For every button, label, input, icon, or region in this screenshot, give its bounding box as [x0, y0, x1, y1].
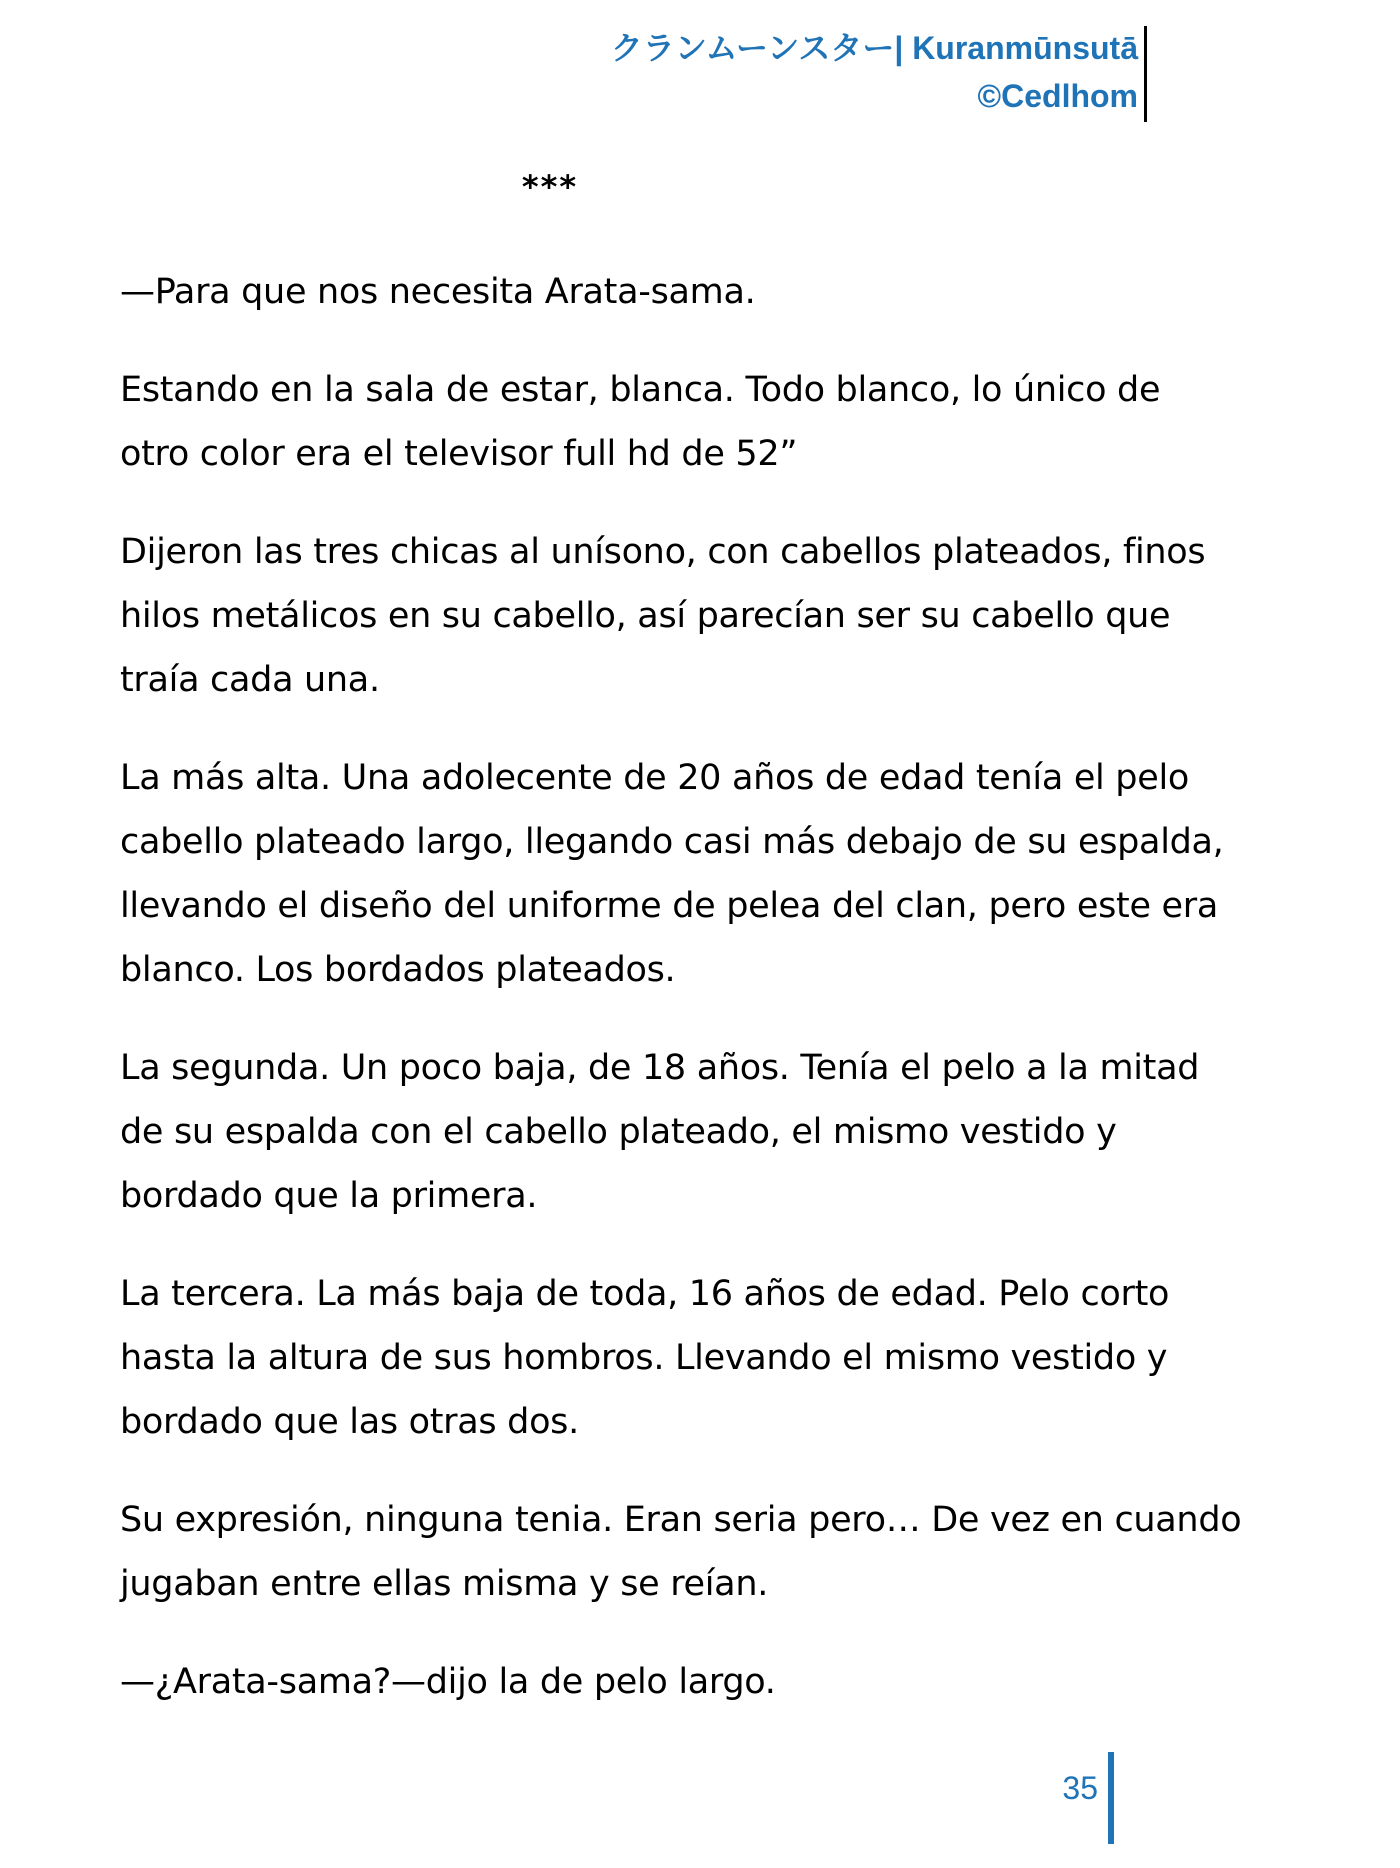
- paragraph-line: bordado que la primera.: [120, 1176, 538, 1216]
- paragraph-line: Su expresión, ninguna tenia. Eran seria pero… De vez en cuando: [120, 1500, 1242, 1540]
- paragraph-line: Estando en la sala de estar, blanca. Todo blanco, lo único de: [120, 370, 1161, 410]
- scene-separator-text: ***: [521, 168, 579, 206]
- paragraph-line: cabello plateado largo, llegando casi más debajo de su espalda,: [120, 822, 1224, 862]
- paragraph-line: La tercera. La más baja de toda, 16 años de edad. Pelo corto: [120, 1274, 1170, 1314]
- header-title: クランムーンスター| Kuranmūnsutā: [610, 30, 1138, 66]
- scene-separator: [0, 168, 1400, 206]
- paragraph-line: hilos metálicos en su cabello, así parecían ser su cabello que: [120, 596, 1171, 636]
- paragraph-line: Dijeron las tres chicas al unísono, con cabellos plateados, finos: [120, 532, 1206, 572]
- paragraph: [120, 358, 1320, 486]
- paragraph: [120, 1036, 1320, 1228]
- paragraph: [120, 746, 1320, 1002]
- paragraph-line: La segunda. Un poco baja, de 18 años. Tenía el pelo a la mitad: [120, 1048, 1200, 1088]
- paragraph: [120, 1650, 1320, 1714]
- paragraph: [120, 260, 1320, 324]
- paragraph: [120, 520, 1320, 712]
- paragraph-line: otro color era el televisor full hd de 52”: [120, 434, 798, 474]
- paragraph-line: —¿Arata-sama?—dijo la de pelo largo.: [120, 1662, 776, 1702]
- paragraph-line: —Para que nos necesita Arata-sama.: [120, 272, 756, 312]
- paragraph-line: blanco. Los bordados plateados.: [120, 950, 676, 990]
- paragraph-line: bordado que las otras dos.: [120, 1402, 579, 1442]
- paragraph: [120, 1488, 1320, 1616]
- paragraph-line: llevando el diseño del uniforme de pelea del clan, pero este era: [120, 886, 1218, 926]
- page-number-rule: [1108, 1752, 1114, 1844]
- paragraph: [120, 1262, 1320, 1454]
- paragraph-line: traía cada una.: [120, 660, 380, 700]
- paragraph-line: de su espalda con el cabello plateado, el mismo vestido y: [120, 1112, 1117, 1152]
- header-copyright: ©Cedlhom: [977, 78, 1138, 114]
- paragraph-line: jugaban entre ellas misma y se reían.: [120, 1564, 769, 1604]
- page-header: [611, 24, 1138, 120]
- paragraph-line: hasta la altura de sus hombros. Llevando el mismo vestido y: [120, 1338, 1168, 1378]
- page-number: 35: [1062, 1770, 1098, 1806]
- chapter-body: [120, 260, 1320, 1748]
- paragraph-line: La más alta. Una adolecente de 20 años de edad tenía el pelo: [120, 758, 1189, 798]
- header-divider: [1144, 26, 1147, 122]
